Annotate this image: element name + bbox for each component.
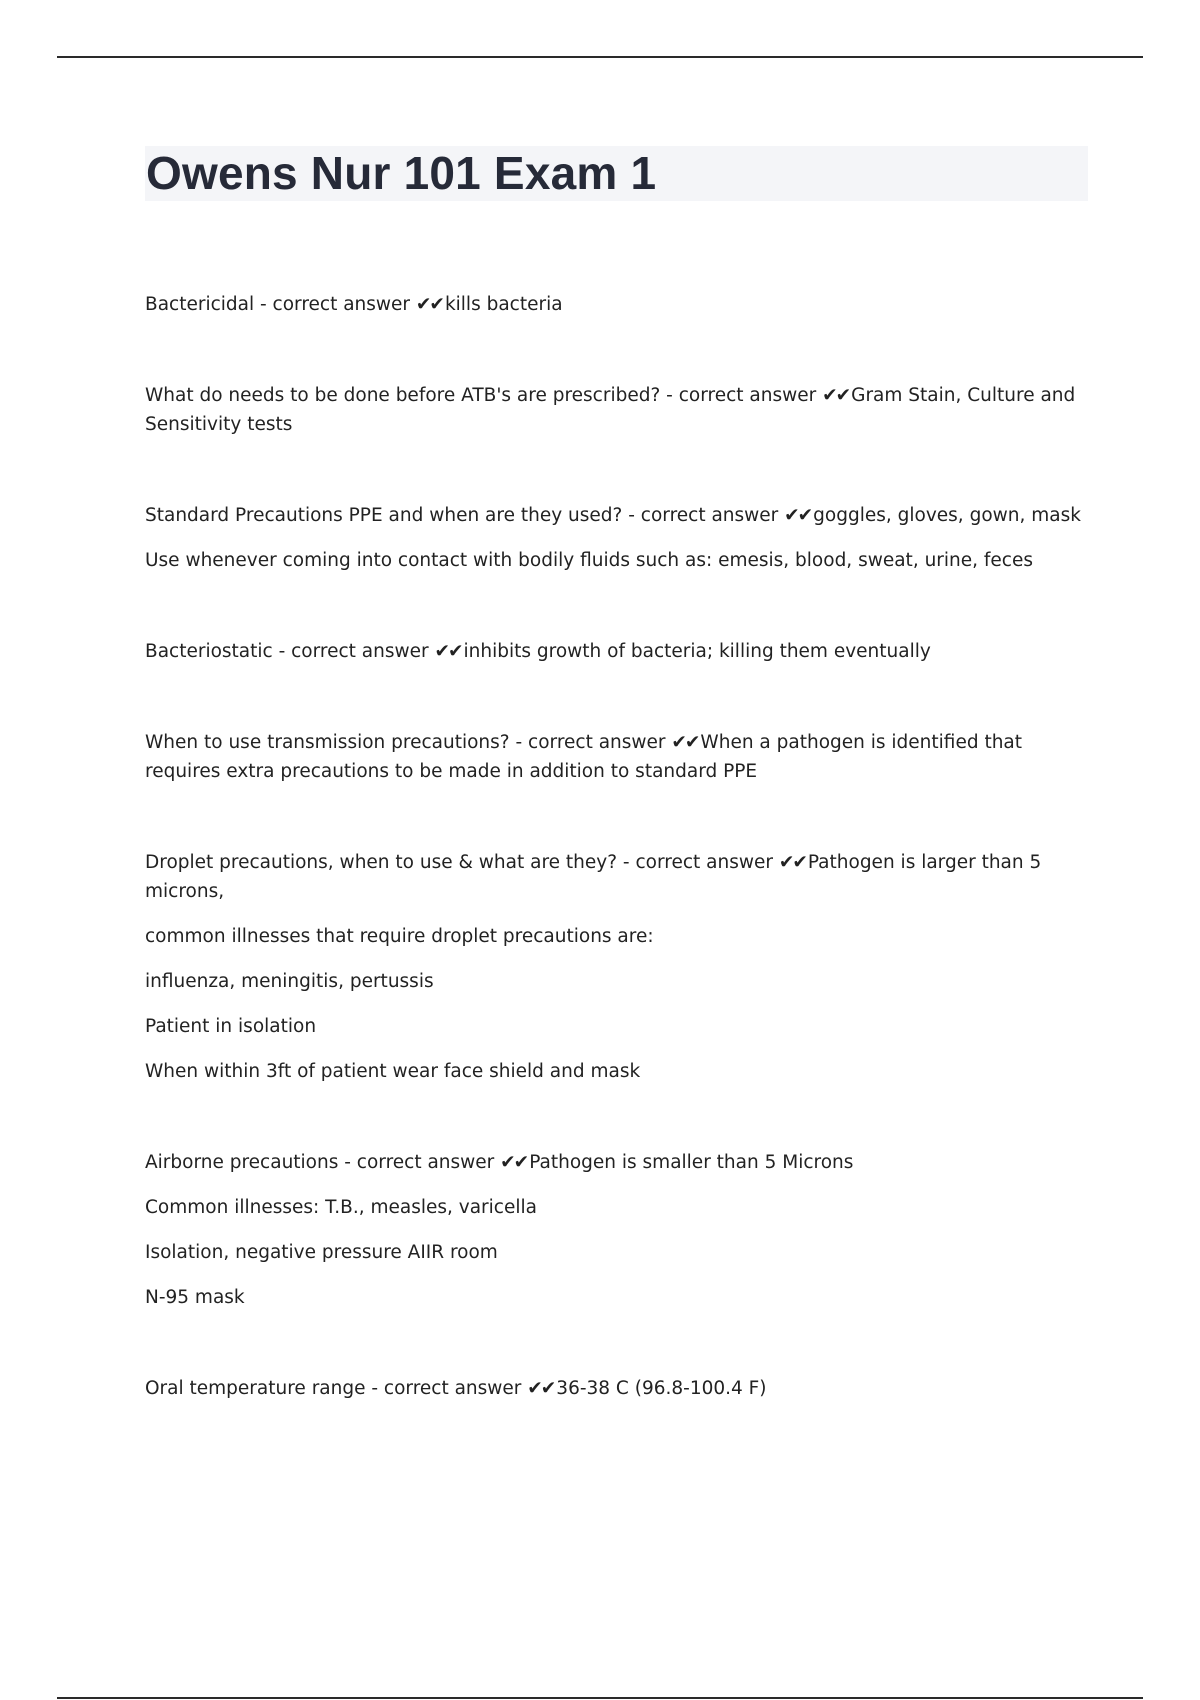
qa-item (145, 501, 1090, 575)
answer-text: goggles, gloves, gown, mask (813, 505, 1081, 526)
answer-separator: - correct answer (660, 385, 823, 406)
answer-line: Common illnesses: T.B., measles, varicella (145, 1197, 537, 1218)
qa-item (145, 848, 1090, 1086)
qa-item (145, 1148, 1090, 1312)
qa-item (145, 728, 1090, 786)
page-title: Owens Nur 101 Exam 1 (146, 147, 657, 199)
answer-separator: - correct answer (338, 1152, 501, 1173)
qa-item (145, 290, 1090, 319)
answer-separator: - correct answer (509, 732, 672, 753)
qa-first-line (145, 728, 1090, 786)
answer-separator: - correct answer (272, 641, 435, 662)
answer-separator: - correct answer (617, 852, 779, 873)
qa-first-line (145, 381, 1090, 439)
answer-text: Pathogen is smaller than 5 Microns (529, 1152, 854, 1173)
answer-line: Use whenever coming into contact with bodily fluids such as: emesis, blood, sweat, urine, feces (145, 550, 1033, 571)
qa-first-line (145, 1374, 1090, 1403)
answer-text: Gram Stain, Culture and Sensitivity tests (145, 385, 1076, 435)
answer-separator: - correct answer (622, 505, 785, 526)
question-text: What do needs to be done before ATB's are prescribed? (145, 385, 661, 406)
qa-first-line (145, 290, 1090, 319)
question-text: Bactericidal (145, 294, 255, 315)
question-text: Oral temperature range (145, 1378, 366, 1399)
answer-text: kills bacteria (444, 294, 563, 315)
answer-line: common illnesses that require droplet precautions are: (145, 926, 654, 947)
answer-text: 36-38 C (96.8-100.4 F) (556, 1378, 767, 1399)
question-text: Standard Precautions PPE and when are they used? (145, 505, 623, 526)
check-mark-icon: ✔✔ (778, 852, 806, 873)
check-mark-icon: ✔✔ (434, 641, 462, 662)
answer-line: When within 3ft of patient wear face shield and mask (145, 1061, 641, 1082)
question-text: When to use transmission precautions? (145, 732, 510, 753)
answer-text: inhibits growth of bacteria; killing them eventually (463, 641, 931, 662)
qa-item (145, 1374, 1090, 1403)
answer-separator: - correct answer (254, 294, 416, 315)
question-text: Bacteriostatic (145, 641, 273, 662)
qa-first-line (145, 1148, 1090, 1177)
check-mark-icon: ✔✔ (527, 1378, 555, 1399)
check-mark-icon: ✔✔ (671, 732, 699, 753)
check-mark-icon: ✔✔ (784, 505, 812, 526)
check-mark-icon: ✔✔ (415, 294, 443, 315)
qa-item (145, 637, 1090, 666)
check-mark-icon: ✔✔ (500, 1152, 528, 1173)
answer-text: When a pathogen is identified that requires extra precautions to be made in addition to standard PPE (145, 732, 1023, 782)
answer-separator: - correct answer (365, 1378, 528, 1399)
top-rule (57, 56, 1143, 58)
answer-line: Isolation, negative pressure AIIR room (145, 1242, 498, 1263)
bottom-rule (57, 1697, 1143, 1699)
qa-item (145, 381, 1090, 439)
qa-first-line (145, 848, 1090, 906)
question-text: Droplet precautions, when to use & what are they? (145, 852, 618, 873)
check-mark-icon: ✔✔ (822, 385, 850, 406)
qa-first-line (145, 501, 1090, 530)
answer-text: Pathogen is larger than 5 microns, (145, 852, 1042, 902)
qa-first-line (145, 637, 1090, 666)
question-text: Airborne precautions (145, 1152, 339, 1173)
answer-line: influenza, meningitis, pertussis (145, 971, 434, 992)
answer-line: N-95 mask (145, 1287, 245, 1308)
answer-line: Patient in isolation (145, 1016, 317, 1037)
qa-list (145, 290, 1090, 1465)
